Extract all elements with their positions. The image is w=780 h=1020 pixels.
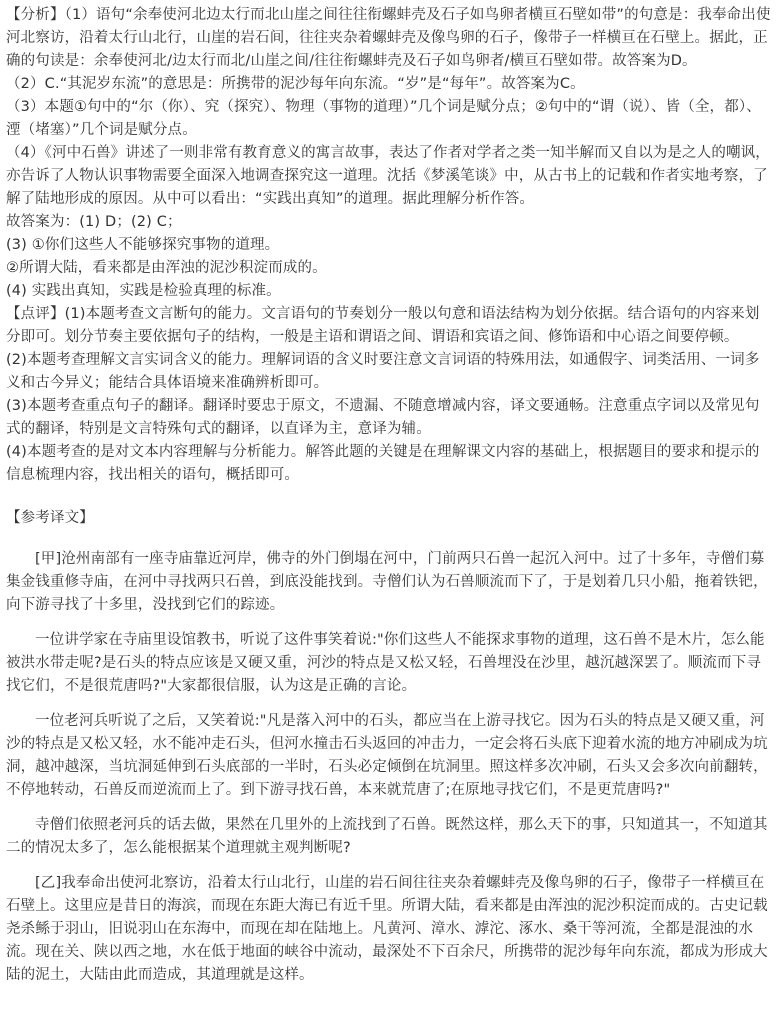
translation-paragraph: 一位讲学家在寺庙里设馆教书，听说了这件事笑着说:"你们这些人不能探求事物的道理，这石兽不是木片，怎么能被洪水带走呢?是石头的特点应该是又硬又重，河沙的特点是又松又轻，石兽埋没在沙里，越沉越深罢了。顺流而下寻找它们，不是很荒唐吗?"大家都很信服，认为这是正确的言论。 xyxy=(6,632,765,694)
answer-4: (4) 实践出真知，实践是检验真理的标准。 xyxy=(6,283,281,299)
translation-paragraph: 寺僧们依照老河兵的话去做，果然在几里外的上流找到了石兽。既然这样，那么天下的事，只知道其一，不知道其二的情况太多了，怎么能根据某个道理就主观判断呢? xyxy=(6,817,768,856)
analysis-part-3: （3）本题①句中的“尔（你）、究（探究）、物理（事物的道理）”几个词是赋分点；②句中的“谓（说）、皆（全，都）、湮（堵塞）”几个词是赋分点。 xyxy=(6,99,761,138)
translation-paragraph: [甲]沧州南部有一座寺庙靠近河岸，佛寺的外门倒塌在河中，门前两只石兽一起沉入河中。过了十多年，寺僧们募集金钱重修寺庙，在河中寻找两只石兽，到底没能找到。寺僧们认为石兽顺流而下了，于是划着几只小船，拖着铁钯，向下游寻找了十多里，没找到它们的踪迹。 xyxy=(6,551,768,613)
analysis-part-2: （2）C.“其泥岁东流”的意思是：所携带的泥沙每年向东流。“岁”是“每年”。故答案为C。 xyxy=(6,76,585,92)
comment-part-2: (2)本题考查理解文言实词含义的能力。理解词语的含义时要注意文言词语的特殊用法，如通假字、词类活用、一词多义和古今异义；能结合具体语境来准确辨析即可。 xyxy=(6,352,760,391)
comment-part-1: 【点评】(1)本题考查文言断句的能力。文言语句的节奏划分一般以句意和语法结构为划分依据。结合语句的内容来划分即可。划分节奏主要依据句子的结构，一般是主语和谓语之间、谓语和宾语之间、修饰语和中心语之间要停顿。 xyxy=(6,306,760,345)
answer-3-sentence-2: ②所谓大陆，看来都是由浑浊的泥沙积淀而成的。 xyxy=(6,260,327,276)
reference-translation xyxy=(6,548,774,987)
translation-paragraph: 一位老河兵听说了之后，又笑着说:"凡是落入河中的石头，都应当在上游寻找它。因为石头的特点是又硬又重，河沙的特点是又松又轻，水不能冲走石头，但河水撞击石头返回的冲击力，一定会将石头底下迎着水流的地方冲刷成为坑洞，越冲越深，当坑洞延伸到石头底部的一半时，石头必定倾倒在坑洞里。照这样多次冲刷，石头又会多次向前翻转，不停地转动，石兽反而逆流而上了。到下游寻找石兽，本来就荒唐了;在原地寻找它们，不是更荒唐吗?" xyxy=(6,713,768,798)
reference-translation-heading: 【参考译文】 xyxy=(6,510,94,526)
comment-part-4: (4)本题考查的是对文本内容理解与分析能力。解答此题的关键是在理解课文内容的基础上，根据题目的要求和提示的信息梳理内容，找出相关的语句，概括即可。 xyxy=(6,444,760,483)
comment-part-3: (3)本题考查重点句子的翻译。翻译时要忠于原文，不遗漏、不随意增减内容，译文要通畅。注意重点字词以及常见句式的翻译，特别是文言特殊句式的翻译，以直译为主，意译为辅。 xyxy=(6,398,760,437)
analysis-section xyxy=(6,4,774,487)
analysis-part-4: （4）《河中石兽》讲述了一则非常有教育意义的寓言故事，表达了作者对学者之类一知半解而又自以为是之人的嘲讽，亦告诉了人物认识事物需要全面深入地调查探究这一道理。沈括《梦溪笔谈》中，从古书上的记载和作者实地考察，了解了陆地形成的原因。从中可以看出：“实践出真知”的道理。据此理解分析作答。 xyxy=(6,145,770,207)
analysis-part-1: 【分析】（1）语句“余奉使河北边太行而北山崖之间往往衔螺蚌壳及石子如鸟卵者横亘石壁如带”的句意是：我奉命出使河北察访，沿着太行山北行，山崖的岩石间，往往夹杂着螺蚌壳及像鸟卵的石子，像带子一样横亘在石壁上。据此，正确的句读是：余奉使河北/边太行而北/山崖之间/往往衔螺蚌壳及石子如鸟卵者/横亘石壁如带。故答案为D。 xyxy=(6,7,771,69)
translation-paragraph: [乙]我奉命出使河北察访，沿着太行山北行，山崖的岩石间往往夹杂着螺蚌壳及像鸟卵的石子，像带子一样横亘在石壁上。这里应是昔日的海滨，而现在东距大海已有近千里。所谓大陆，看来都是由浑浊的泥沙积淀而成的。古史记载尧杀鲧于羽山，旧说羽山在东海中，而现在却在陆地上。凡黄河、漳水、滹沱、涿水、桑干等河流，全都是混浊的水流。现在关、陕以西之地，水在低于地面的峡谷中流动，最深处不下百余尺，所携带的泥沙每年向东流，都成为形成大陆的泥土，大陆由此而造成，其道理就是这样。 xyxy=(6,875,768,983)
answer-3-sentence-1: (3) ①你们这些人不能够探究事物的道理。 xyxy=(6,237,280,253)
answer-summary: 故答案为：(1) D；(2) C； xyxy=(6,214,182,230)
